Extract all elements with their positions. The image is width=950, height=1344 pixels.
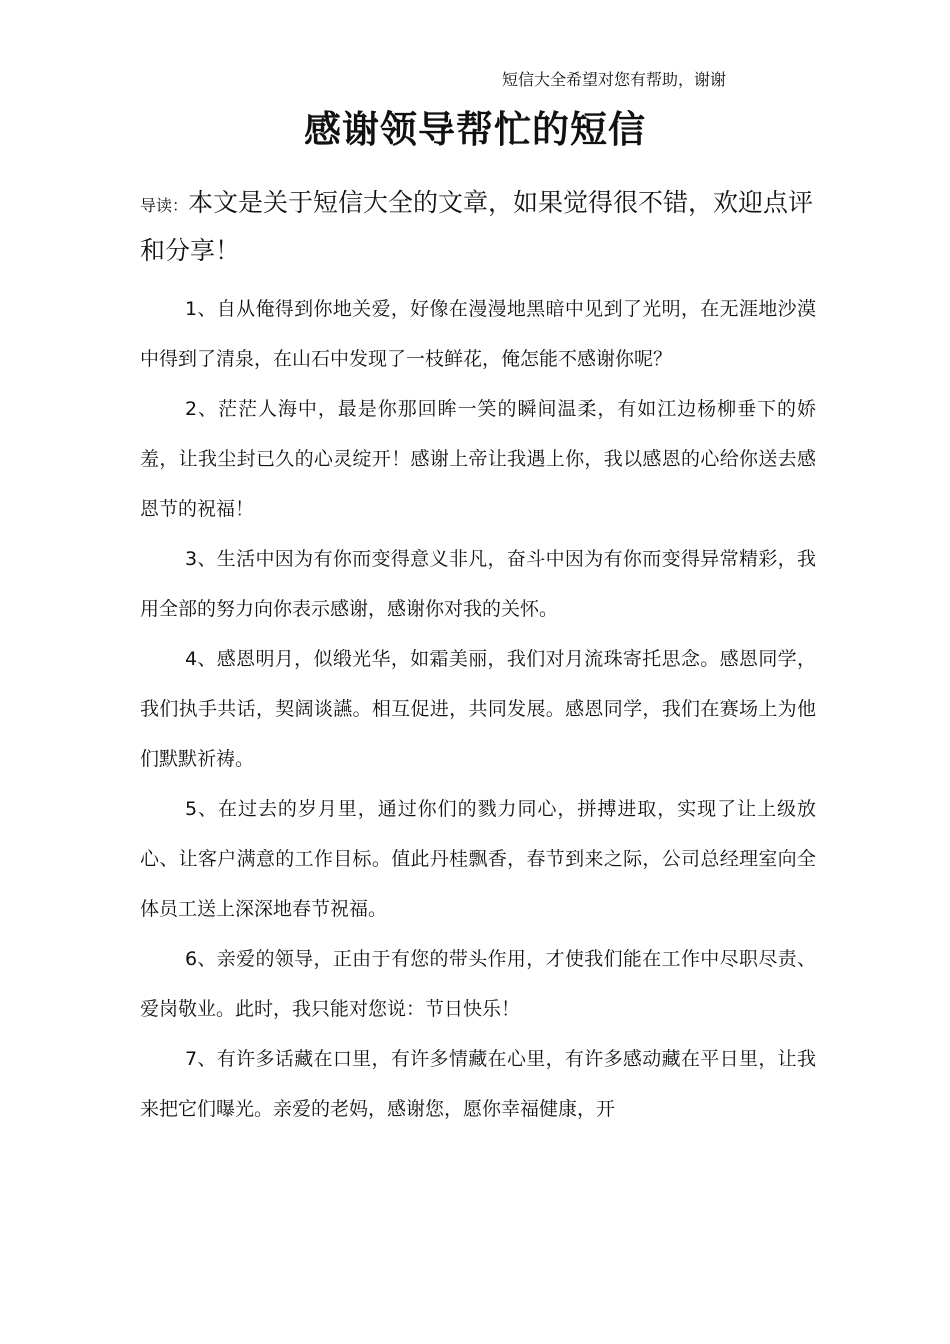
paragraph-6: 6、亲爱的领导，正由于有您的带头作用，才使我们能在工作中尽职尽责、爱岗敬业。此时，我只能对您说：节日快乐！ [140, 948, 816, 1020]
paragraph-2: 2、茫茫人海中，最是你那回眸一笑的瞬间温柔，有如江边杨柳垂下的娇羞，让我尘封已久的心灵绽开！感谢上帝让我遇上你，我以感恩的心给你送去感恩节的祝福！ [140, 398, 816, 520]
paragraph-3: 3、生活中因为有你而变得意义非凡，奋斗中因为有你而变得异常精彩，我用全部的努力向你表示感谢，感谢你对我的关怀。 [140, 548, 816, 620]
paragraph-7: 7、有许多话藏在口里，有许多情藏在心里，有许多感动藏在平日里，让我来把它们曝光。亲爱的老妈，感谢您，愿你幸福健康，开 [140, 1048, 816, 1120]
paragraph-1: 1、自从俺得到你地关爱，好像在漫漫地黑暗中见到了光明，在无涯地沙漠中得到了清泉，在山石中发现了一枝鲜花，俺怎能不感谢你呢？ [140, 298, 816, 370]
header-note: 短信大全希望对您有帮助，谢谢 [502, 70, 727, 89]
page-title: 感谢领导帮忙的短信 [304, 108, 646, 151]
paragraph-5: 5、在过去的岁月里，通过你们的戮力同心，拼搏进取，实现了让上级放心、让客户满意的工作目标。值此丹桂飘香，春节到来之际，公司总经理室向全体员工送上深深地春节祝福。 [140, 798, 816, 920]
intro-text: 本文是关于短信大全的文章，如果觉得很不错，欢迎点评和分享！ [140, 188, 814, 265]
intro-paragraph [140, 180, 816, 273]
paragraph-4: 4、感恩明月，似缎光华，如霜美丽，我们对月流珠寄托思念。感恩同学，我们执手共话，契阔谈讌。相互促进，共同发展。感恩同学，我们在赛场上为他们默默祈祷。 [140, 648, 816, 770]
article-body [140, 284, 816, 1134]
intro-label: 导读： [140, 196, 189, 215]
